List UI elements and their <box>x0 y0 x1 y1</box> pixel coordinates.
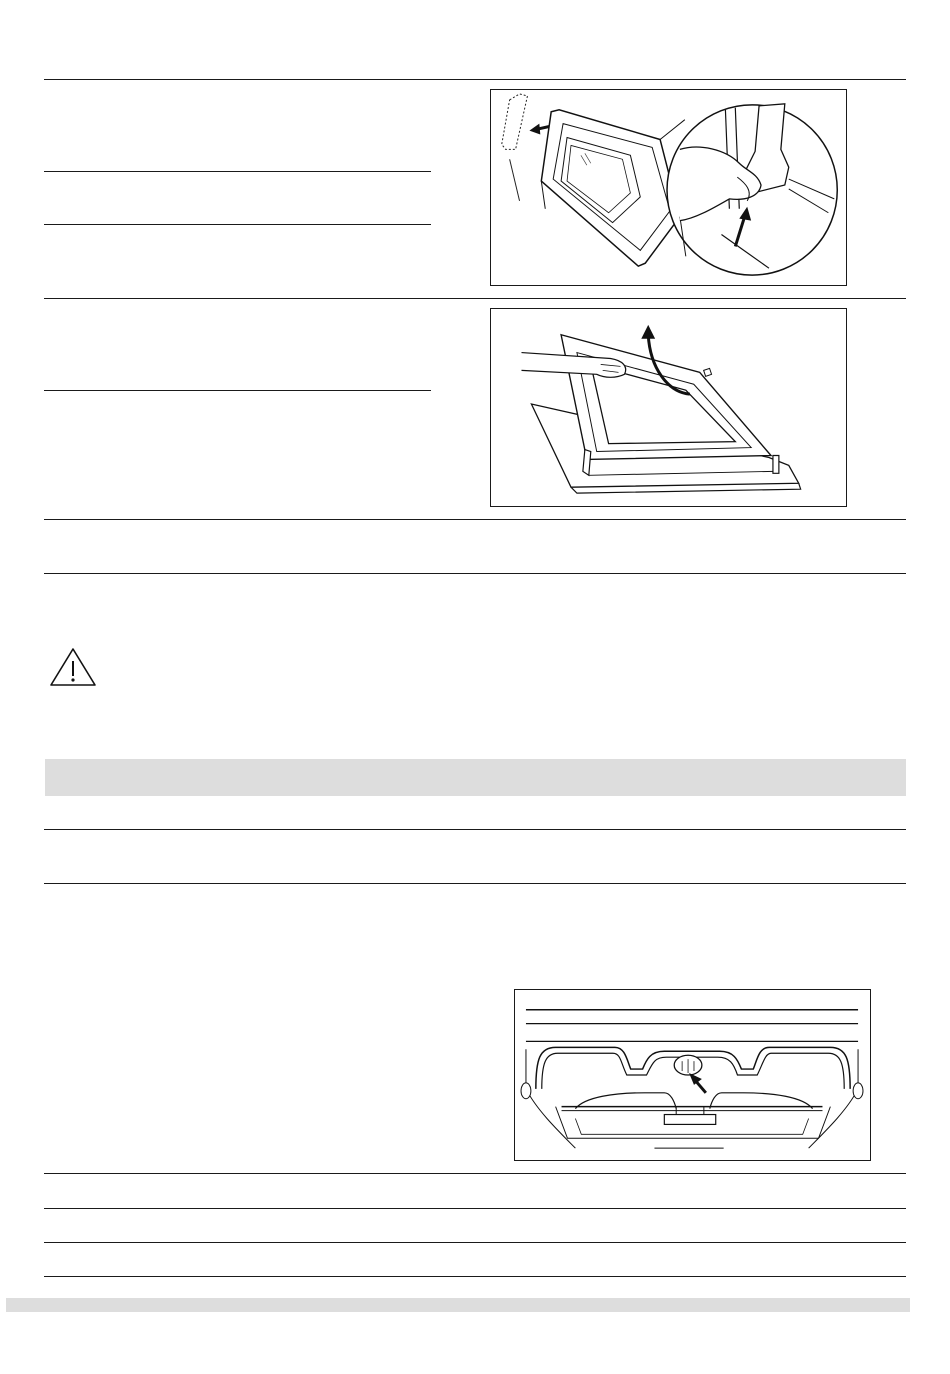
door-glass-panel-removal-illustration <box>490 308 847 507</box>
warning-triangle-icon <box>48 646 98 688</box>
rule-step-2 <box>44 298 906 299</box>
rule-step-1a <box>44 171 431 172</box>
rule-step-3 <box>44 519 906 520</box>
rule-step-4 <box>44 573 906 574</box>
rule-section-6 <box>44 1276 906 1277</box>
footer-band <box>6 1298 910 1312</box>
rule-step-1b <box>44 224 431 225</box>
rule-section-2 <box>44 883 906 884</box>
rule-top <box>44 79 906 80</box>
rule-section-3 <box>44 1173 906 1174</box>
rule-section-5 <box>44 1242 906 1243</box>
oven-cavity-heating-element-illustration <box>514 989 871 1161</box>
rule-section-1 <box>44 829 906 830</box>
section-heading-band <box>45 759 906 796</box>
rule-section-4 <box>44 1208 906 1209</box>
rule-step-2a <box>44 390 431 391</box>
door-release-latch-illustration <box>490 89 847 286</box>
